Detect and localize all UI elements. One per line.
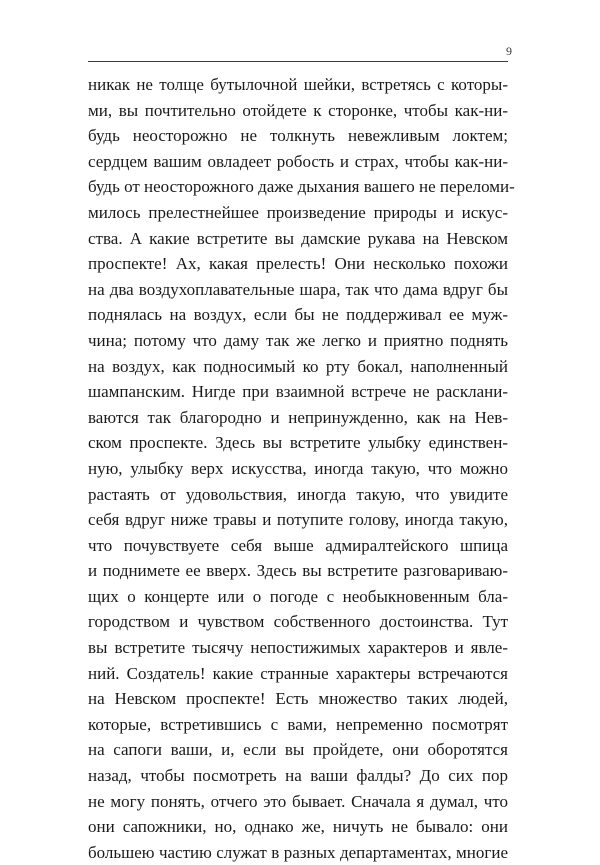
text-line: щих о концерте или о погоде с необыкновенным бла- [88, 586, 508, 606]
text-line: будь от неосторожного даже дыхания вашего не переломи- [88, 177, 515, 197]
text-line: большею частию служат в разных департаментах, многие [88, 842, 508, 862]
text-line: назад, чтобы посмотреть на ваши фалды? До сих пор [88, 766, 508, 786]
text-line: на Невском проспекте! Есть множество таких людей, [88, 689, 508, 709]
text-line: что почувствуете себя выше адмиралтейского шпица [88, 535, 508, 555]
text-line: городством и чувством собственного достоинства. Тут [88, 612, 508, 632]
text-line: не могу понять, отчего это бывает. Сначала я думал, что [88, 791, 508, 811]
text-line: на воздух, как подносимый ко рту бокал, наполненный [88, 356, 508, 376]
text-line: ства. А какие встретите вы дамские рукава на Невском [88, 228, 508, 248]
text-line: ми, вы почтительно отойдете к сторонке, чтобы как-ни- [88, 100, 508, 120]
text-line: поднялась на воздух, если бы не поддерживал ее муж- [88, 305, 508, 325]
text-line: ском проспекте. Здесь вы встретите улыбку единствен- [88, 433, 508, 453]
page-number: 9 [506, 44, 512, 58]
text-line: растаять от удовольствия, иногда такую, что увидите [88, 484, 508, 504]
text-line: проспекте! Ах, какая прелесть! Они несколько похожи [88, 254, 508, 274]
text-line: шампанским. Нигде при взаимной встрече не расклани- [88, 382, 508, 402]
text-line: и поднимете ее вверх. Здесь вы встретите разговариваю- [88, 561, 508, 581]
text-line: никак не толще бутылочной шейки, встретясь с которы- [88, 75, 508, 94]
text-line: они сапожники, но, однако же, ничуть не бывало: они [88, 817, 508, 837]
text-line: чина; потому что даму так же легко и приятно поднять [88, 330, 508, 350]
text-line: себя вдруг ниже травы и потупите голову, иногда такую, [88, 510, 508, 530]
header-rule [88, 61, 508, 62]
text-line: на два воздухоплавательные шара, так что дама вдруг бы [88, 279, 508, 299]
text-line: милось прелестнейшее произведение природы и искус- [88, 202, 508, 222]
text-line: ваются так благородно и непринужденно, как на Нев- [88, 407, 508, 427]
text-line: ную, улыбку верх искусства, иногда такую, что можно [88, 458, 508, 478]
text-line: сердцем вашим овладеет робость и страх, чтобы как-ни- [88, 151, 508, 171]
text-line: на сапоги ваши, и, если вы пройдете, они оборотятся [88, 740, 508, 760]
text-line: вы встретите тысячу непостижимых характеров и явле- [88, 638, 508, 658]
text-line: которые, встретившись с вами, непременно посмотрят [88, 714, 508, 734]
body-text [88, 72, 515, 865]
text-line: будь неосторожно не толкнуть невежливым локтем; [88, 126, 508, 146]
text-line: ний. Создатель! какие странные характеры встречаются [88, 663, 508, 683]
